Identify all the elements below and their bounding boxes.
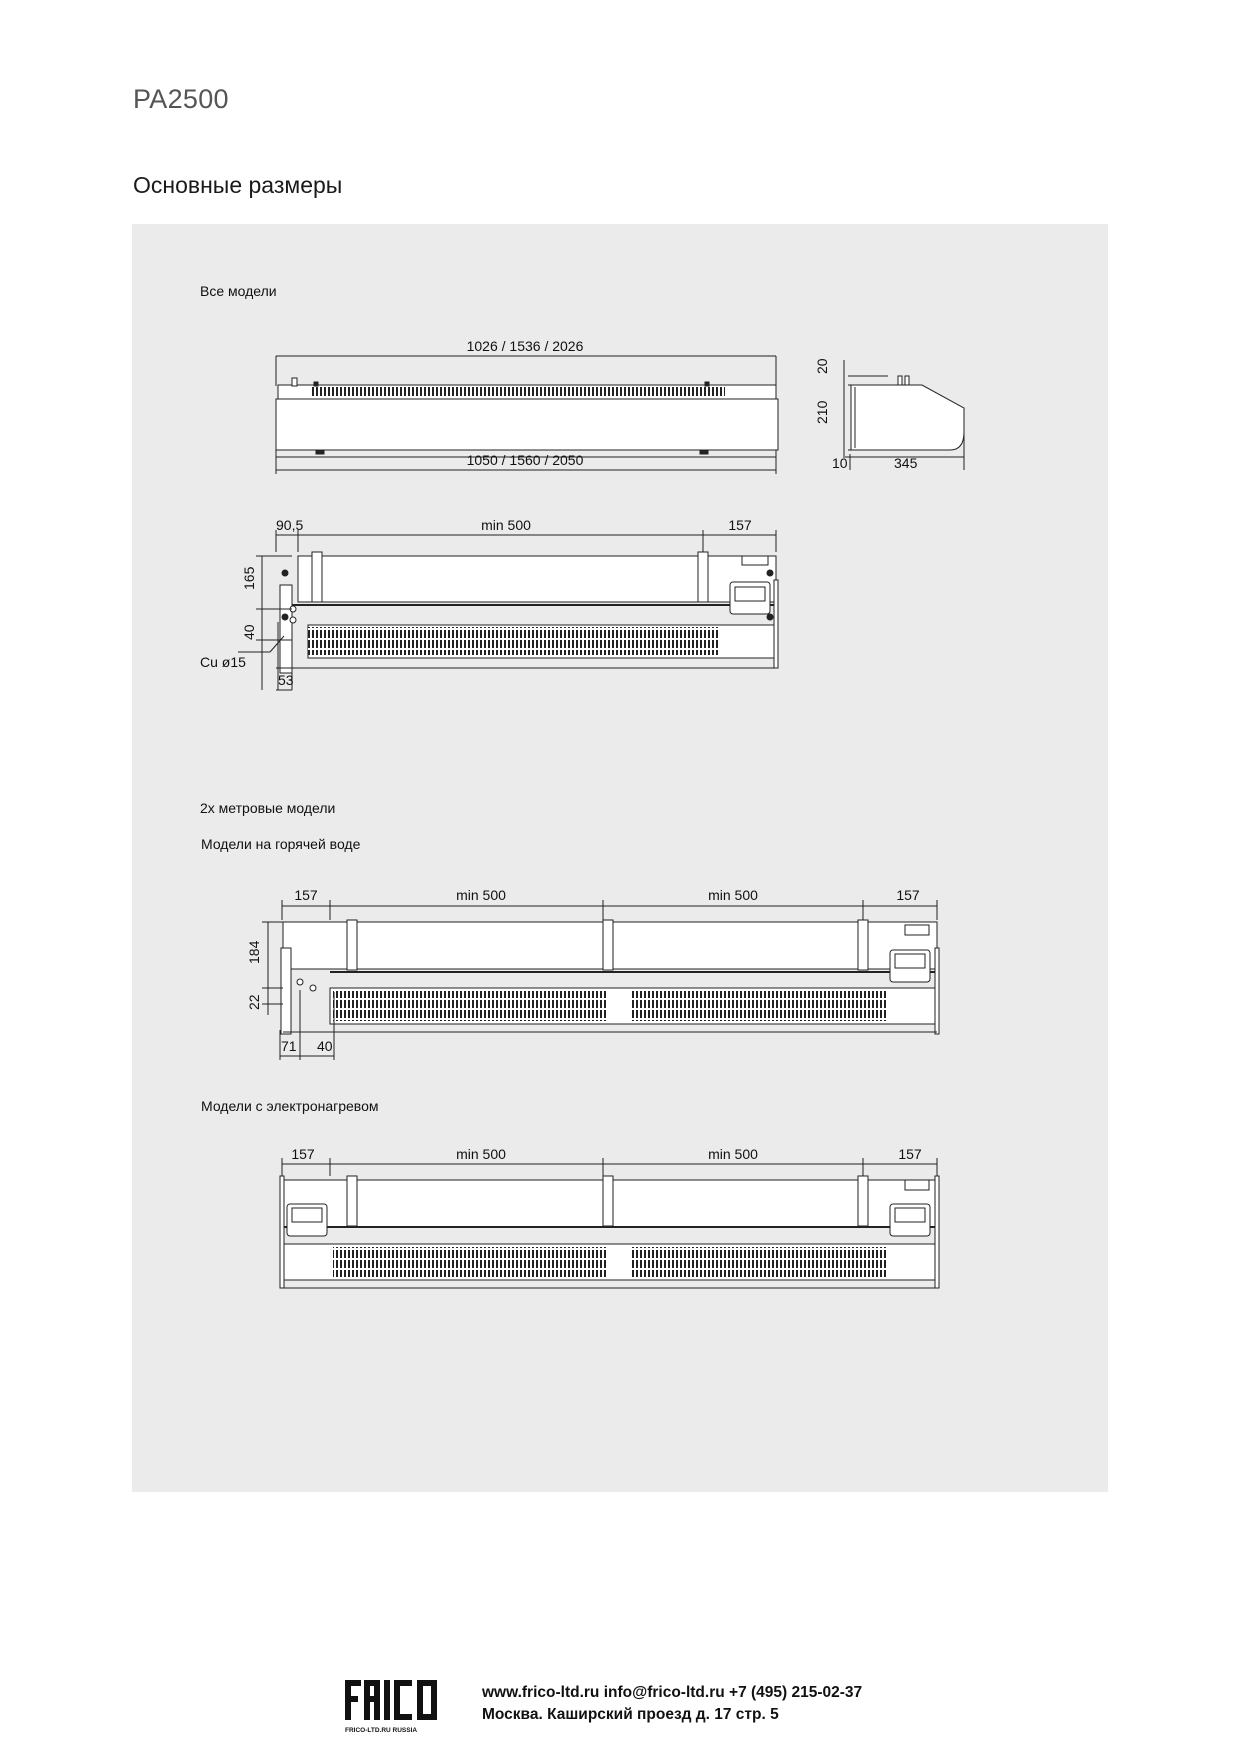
dim3-min500b: min 500 (708, 1146, 758, 1162)
label-water-models: Модели на горячей воде (201, 836, 361, 852)
dim1-40: 40 (241, 624, 257, 640)
frico-logo (343, 1676, 453, 1736)
section-title: Основные размеры (133, 172, 343, 198)
plan-view-1 (276, 552, 778, 673)
dim2-min500b: min 500 (708, 887, 758, 903)
plan-view-2 (281, 920, 939, 1034)
dim1-157: 157 (728, 517, 752, 533)
front-view (276, 356, 778, 462)
dim-front-top: 1026 / 1536 / 2026 (466, 338, 584, 354)
dim1-min500: min 500 (481, 517, 531, 533)
dim2-71: 71 (281, 1038, 297, 1054)
dim2-157a: 157 (294, 887, 318, 903)
dimension-lines (238, 356, 937, 1176)
plan-view-3 (280, 1176, 939, 1288)
dim-side-10: 10 (832, 455, 848, 471)
dim3-min500a: min 500 (456, 1146, 506, 1162)
dim-front-bottom: 1050 / 1560 / 2050 (466, 452, 584, 468)
frico-logo-sub: FRICO-LTD.RU RUSSIA (345, 1727, 418, 1734)
dim2-min500a: min 500 (456, 887, 506, 903)
dim-side-210: 210 (814, 400, 830, 424)
dim1-cu: Cu ø15 (200, 654, 246, 670)
dim1-165: 165 (241, 566, 257, 590)
dim1-90: 90,5 (276, 517, 304, 533)
label-all-models: Все модели (200, 283, 277, 299)
dim3-157b: 157 (898, 1146, 922, 1162)
dim-side-345: 345 (894, 455, 918, 471)
model-title: PA2500 (133, 84, 229, 114)
footer-line2: Москва. Каширский проезд д. 17 стр. 5 (482, 1706, 779, 1723)
dim2-40: 40 (317, 1038, 333, 1054)
dim2-22: 22 (246, 994, 262, 1010)
footer-contacts (482, 1682, 862, 1726)
dim2-184: 184 (246, 940, 262, 964)
dim-side-20: 20 (814, 358, 830, 374)
label-electric-models: Модели с электронагревом (201, 1098, 379, 1114)
dim1-53: 53 (278, 672, 294, 688)
dim2-157b: 157 (896, 887, 920, 903)
footer-line1: www.frico-ltd.ru info@frico-ltd.ru +7 (495) 215-02-37 (482, 1684, 863, 1701)
label-two-meter: 2х метровые модели (200, 800, 336, 816)
side-view (844, 360, 964, 470)
dim3-157a: 157 (291, 1146, 315, 1162)
